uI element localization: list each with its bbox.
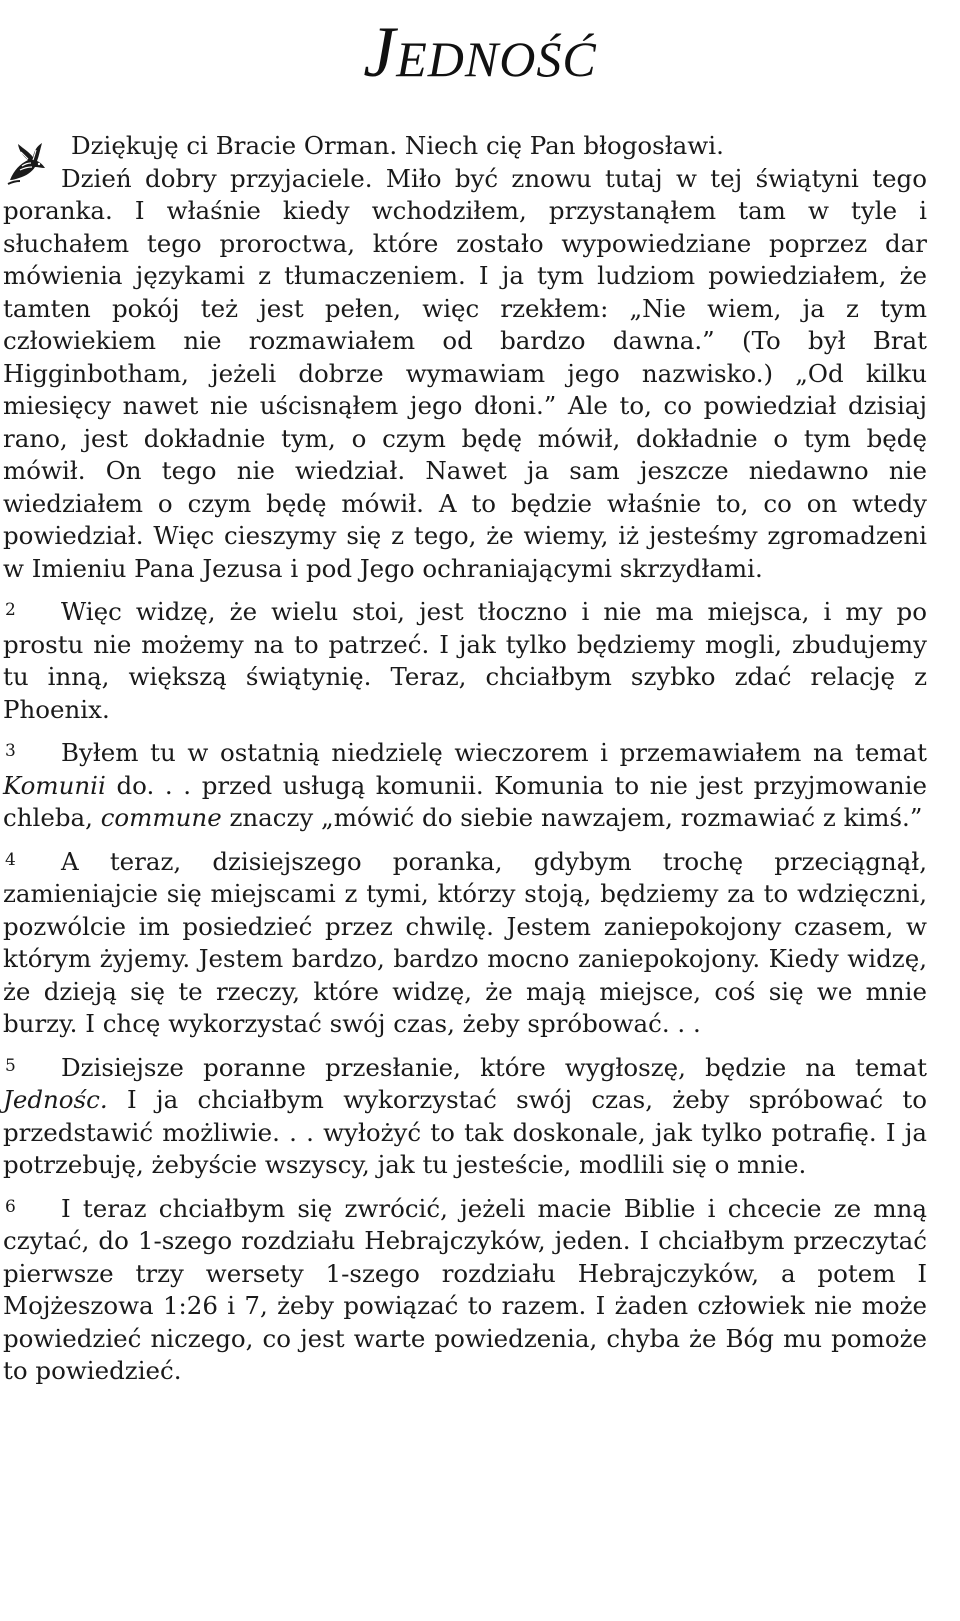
paragraph-text: A teraz, dzisiejszego poranka, gdybym trochę przeciągnął, zamieniajcie się miejscami z tymi, którzy stoją, będziemy za to wdzięczni, pozwólcie im posiedzieć przez chwilę. Jestem zaniepokojony czasem, w którym żyjemy. Jestem bardzo, bardzo mocno zaniepokojony. Kiedy widzę, że dzieją się te rzeczy, które widzę, że mają miejsce, coś się we mnie burzy. I chcę wykorzystać swój czas, żeby spróbować. . . (3, 846, 927, 1038)
paragraph-text-part: znaczy „mówić do siebie nawzajem, rozmawiać z kimś.” (221, 803, 923, 832)
paragraph-3 (3, 737, 927, 835)
paragraph-number: 3 (5, 741, 16, 761)
italic-term: Komunii (3, 770, 106, 800)
paragraph-2 (3, 596, 927, 726)
paragraph-number: 6 (5, 1196, 16, 1217)
page-title: Jedność (363, 12, 597, 92)
paragraph-number: 5 (5, 1055, 16, 1076)
paragraph-text-part: Dzisiejsze poranne przesłanie, które wygłoszę, będzie na temat (61, 1052, 927, 1082)
paragraph-opening: Dziękuję ci Bracie Orman. Niech cię Pan błogosławi. (71, 131, 724, 160)
paragraph-5 (3, 1052, 927, 1182)
paragraph-text-part: Byłem tu w ostatnią niedzielę wieczorem i przemawiałem na temat (61, 738, 927, 767)
paragraph-number: 2 (5, 600, 16, 620)
paragraph-text: Więc widzę, że wielu stoi, jest tłoczno i nie ma miejsca, i my po prostu nie możemy na to patrzeć. I jak tylko będziemy mogli, zbudujemy tu inną, większą świątynię. Teraz, chciałbym szybko zdać relację z Phoenix. (3, 597, 927, 724)
paragraph-1: Dzień dobry przyjaciele. Miło być znowu tutaj w tej świątyni tego poranka. I właśnie kiedy wchodziłem, przystanąłem tam w tyle i słuchałem tego proroctwa, które zostało wypowiedziane poprzez dar mówienia językami z tłumaczeniem. I ja tym ludziom powiedziałem, że tamten pokój też jest pełen, więc rzekłem: „Nie wiem, ja z tym człowiekiem nie rozmawiałem od bardzo dawna.” (To był Brat Higginbotham, jeżeli dobrze wymawiam jego nazwisko.) „Od kilku miesięcy nawet nie uścisnąłem jego dłoni.” Ale to, co powiedział dzisiaj rano, jest dokładnie tym, o czym będę mówił, dokładnie o tym będę mówił. On tego nie wiedział. Nawet ja sam jeszcze niedawno nie wiedziałem o czym będę mówił. A to będzie właśnie to, co on wtedy powiedział. Więc cieszymy się z tego, że wiemy, iż jesteśmy zgromadzeni w Imieniu Pana Jezusa i pod Jego ochraniającymi skrzydłami. (3, 163, 927, 583)
italic-term: commune (100, 803, 222, 832)
paragraph-text: I teraz chciałbym się zwrócić, jeżeli macie Biblie i chcecie ze mną czytać, do 1-szego rozdziału Hebrajczyków, jeden. I chciałbym przeczytać pierwsze trzy wersety 1-szego rozdziału Hebrajczyków, a potem I Mojżeszowa 1:26 i 7, żeby powiązać to razem. I żaden człowiek nie może powiedzieć niczego, co jest warte powiedzenia, chyba że Bóg mu pomoże to powiedzieć. (3, 1193, 927, 1385)
paragraph-6 (3, 1193, 927, 1388)
italic-term: Jednośc. (3, 1085, 108, 1114)
paragraph-number: 4 (5, 849, 16, 870)
paragraph-text-part: I ja chciałbym wykorzystać swój czas, żeby spróbować to przedstawić możliwie. . . wyłożyć to tak doskonale, jak tylko potrafię. I ja potrzebuję, żebyście wszyscy, jak tu jesteście, modlili się o mnie. (3, 1085, 927, 1179)
paragraph-4 (3, 846, 927, 1041)
sermon-text (3, 130, 927, 1388)
paragraph-text-part: do. . . przed usługą komunii. Komunia to nie jest przyjmowanie chleba, (3, 770, 927, 832)
